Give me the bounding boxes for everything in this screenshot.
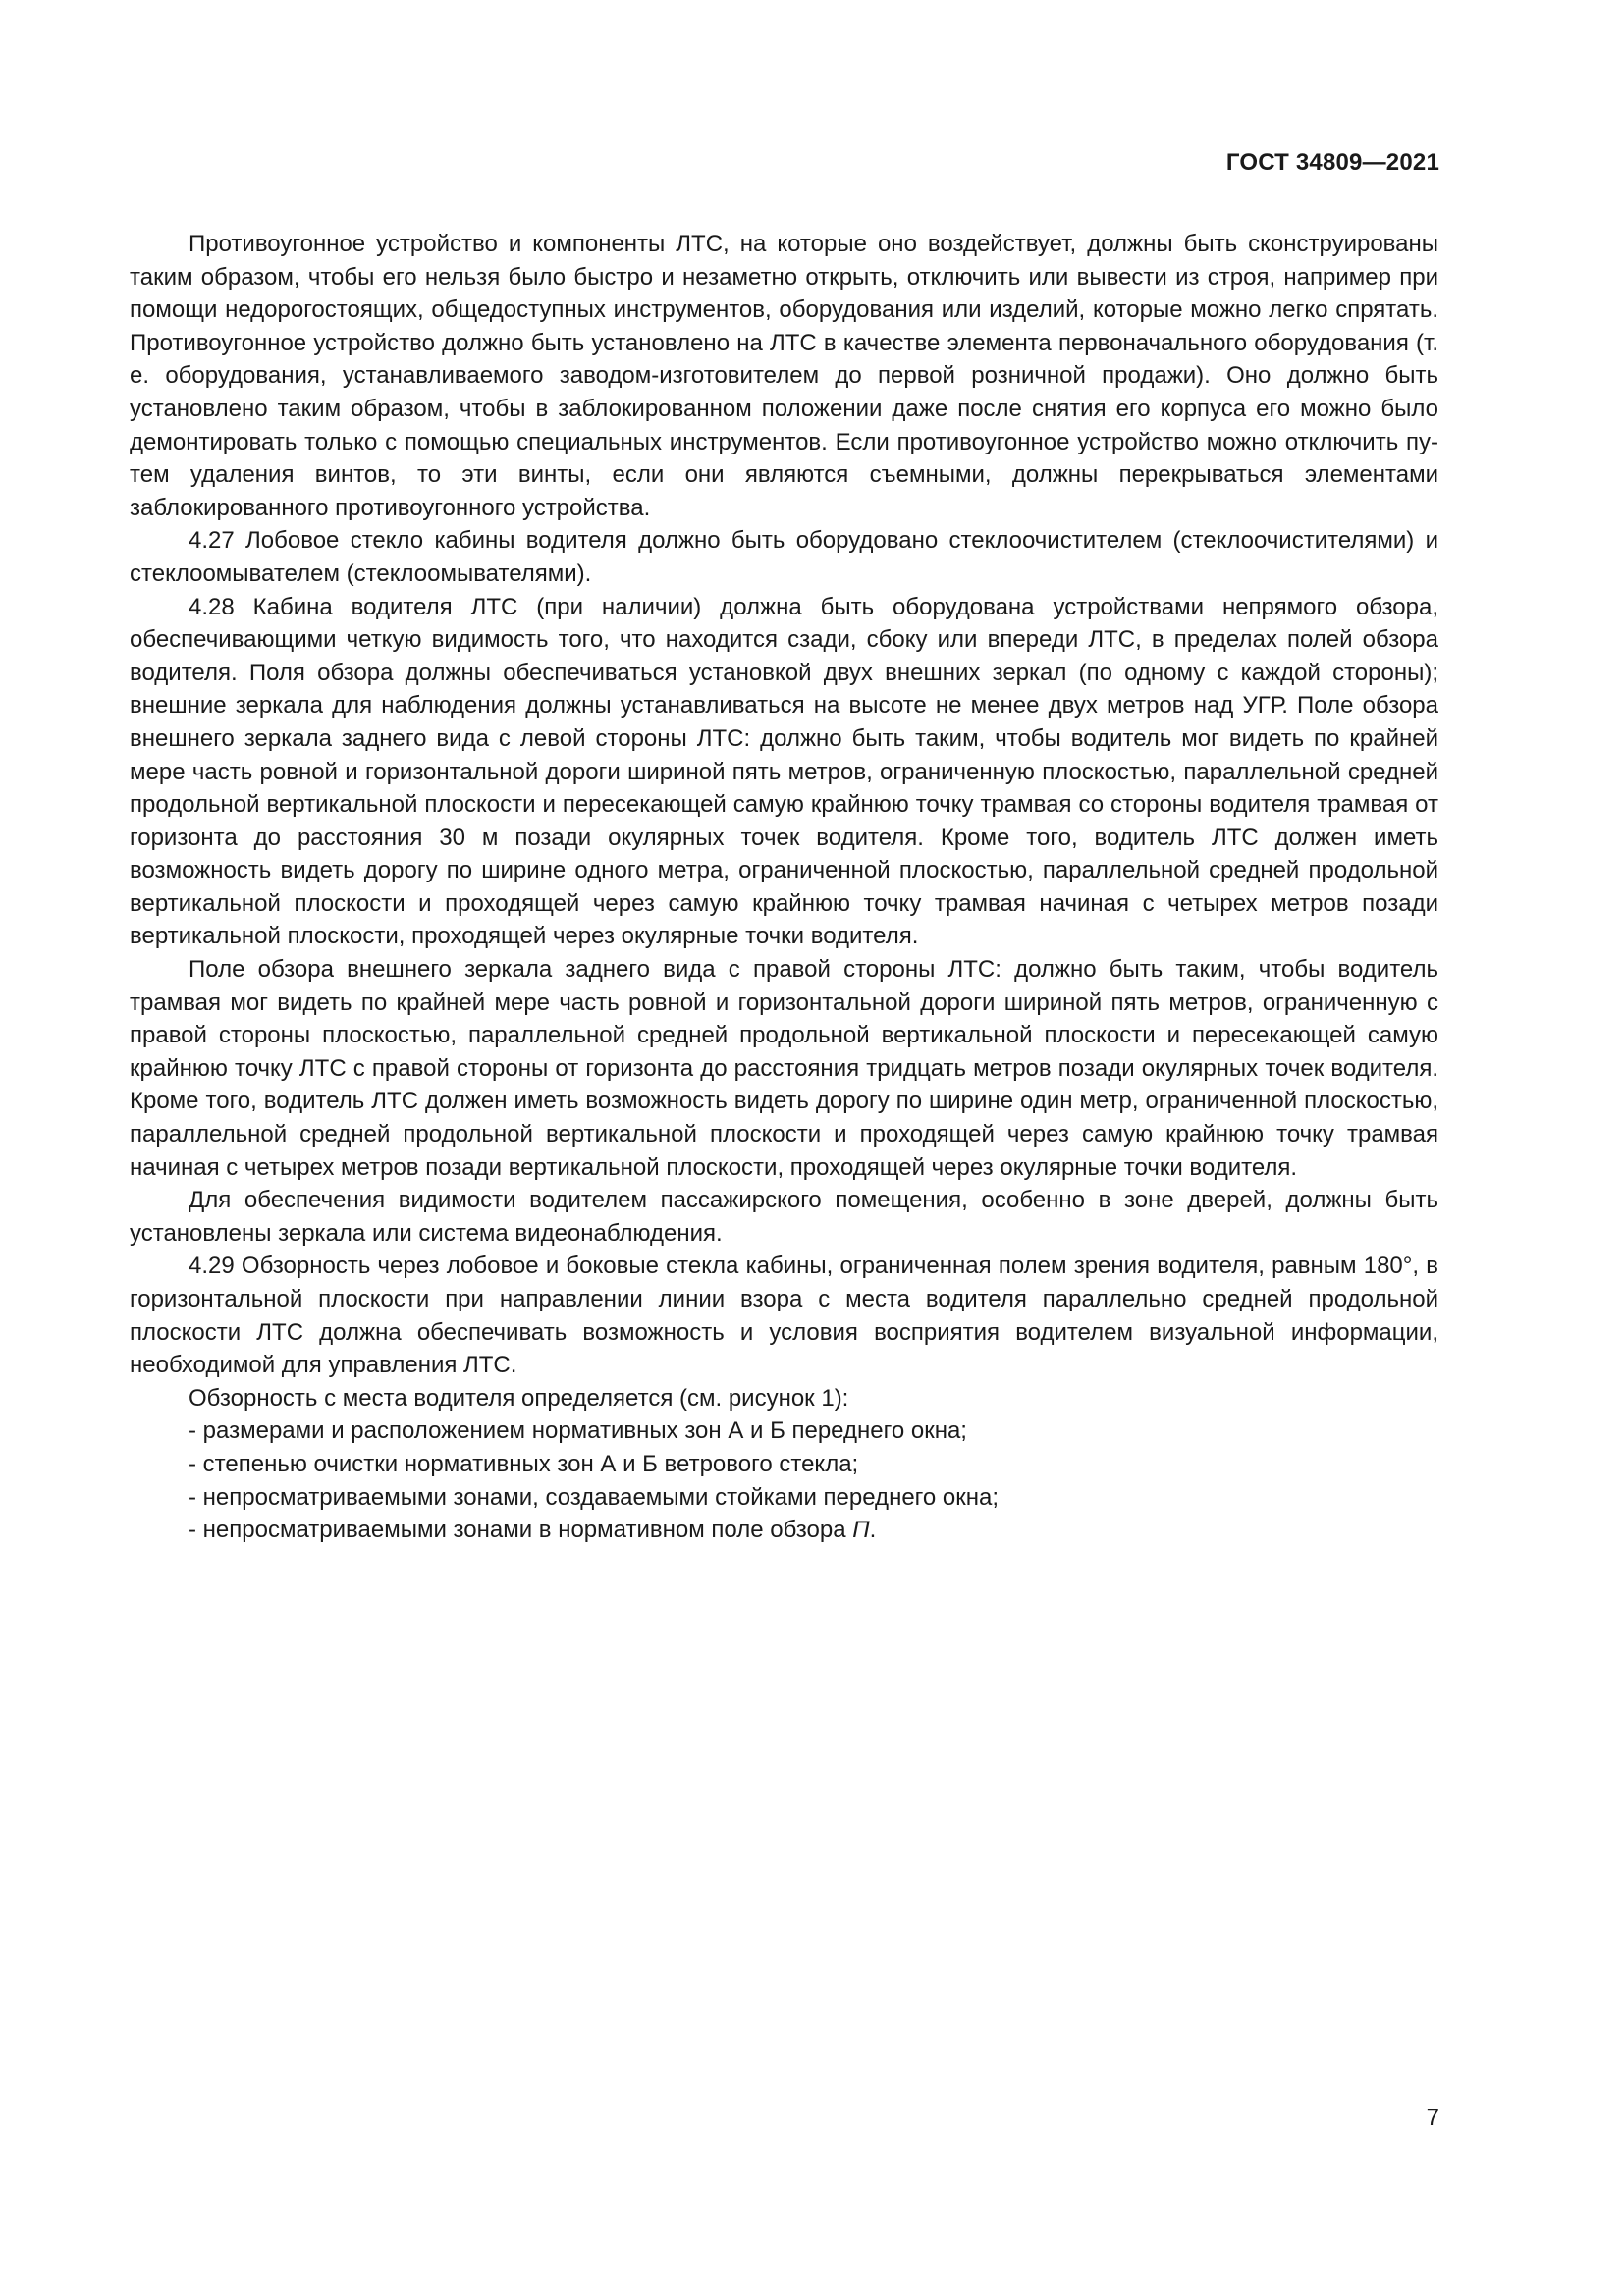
paragraph-anti-theft: Противоугонное устройство и компоненты ЛТС, на которые оно воздействует, должны быть сконструированы таким образом, чтобы его нельзя было быстро и незаметно открыть, отключить или вывести из строя, например при помощи недорогостоящих, общедоступных инструментов, оборудования или изделий, которые можно легко спрятать. Противоугонное устройство должно быть установлено на ЛТС в качестве элемента первоначального оборудования (т. е. оборудования, устанавливаемого заводом-изготовителем до первой розничной продажи). Оно должно быть установлено таким образом, чтобы в заблокированном положении даже после снятия его корпуса его можно было демонтировать только с помощью специальных инструментов. Если противоугонное устройство можно отключить путем удаления винтов, то эти винты, если они являются съемными, должны перекрываться элементами заблокированного противоугонного устройства. xyxy=(130,231,1438,521)
paragraph-visibility-intro: Обзорность с места водителя определяется (см. рисунок 1): xyxy=(189,1384,849,1412)
page-number: 7 xyxy=(1426,2105,1439,2131)
paragraph-4-29: 4.29 Обзорность через лобовое и боковые стекла кабины, ограниченная полем зрения водителя, равным 180°, в горизонтальной плоскости при направлении линии взора с места водителя параллельно средней продольной плоскости ЛТС должна обеспечивать возможность и условия восприятия водителем визуальной информации, необходимой для управления ЛТС. xyxy=(130,1253,1438,1379)
list-item-text: - непросматриваемыми зонами в нормативном поле обзора xyxy=(189,1517,853,1544)
visibility-criteria-list xyxy=(130,1415,1438,1546)
list-item: - степенью очистки нормативных зон А и Б ветрового стекла; xyxy=(189,1450,859,1477)
list-item-period: . xyxy=(869,1517,877,1544)
field-of-view-symbol: П xyxy=(852,1517,870,1544)
paragraph-4-28: 4.28 Кабина водителя ЛТС (при наличии) должна быть оборудована устройствами непрямого обзора, обеспечивающими четкую видимость того, что находится сзади, сбоку или впереди ЛТС, в пределах полей обзора водителя. Поля обзора должны обеспечиваться установкой двух внешних зеркал (по одному с каждой стороны); внешние зеркала для наблюдения должны устанавливаться на высоте не менее двух метров над УГР. Поле обзора внешнего зеркала заднего вида с левой стороны ЛТС: должно быть таким, чтобы водитель мог видеть по крайней мере часть ровной и горизонтальной дороги шириной пять метров, ограниченную плоскостью, параллельной средней продольной вертикальной плоскости и пересекающей самую крайнюю точку трамвая со стороны водителя трамвая от горизонта до расстояния 30 м позади окулярных точек водителя. Кроме того, водитель ЛТС должен иметь возможность видеть дорогу по ширине одного метра, ограниченной плоскостью, параллельной средней продольной вертикальной плоскости и проходящей через самую крайнюю точку трамвая начиная с четырех метров позади вертикальной плоскости, проходящей через окулярные точки водителя. xyxy=(130,593,1438,950)
document-id-header: ГОСТ 34809—2021 xyxy=(1225,149,1439,176)
list-item xyxy=(130,1514,1438,1547)
paragraph-right-mirror: Поле обзора внешнего зеркала заднего вида с правой стороны ЛТС: должно быть таким, чтобы водитель трамвая мог видеть по крайней мере часть ровной и горизонтальной дороги шириной пять метров, ограниченную с правой стороны плоскостью, параллельной средней продольной вертикальной плоскости и пересекающей самую крайнюю точку ЛТС с правой стороны от горизонта до расстояния тридцать метров позади окулярных точек водителя. Кроме того, водитель ЛТС должен иметь возможность видеть дорогу по ширине один метр, ограниченной плоскостью, параллельной средней продольной вертикальной плоскости и проходящей через самую крайнюю точку трамвая начиная с четырех метров позади вертикальной плоскости, проходящей через окулярные точки водителя. xyxy=(130,956,1438,1181)
paragraph-passenger-visibility: Для обеспечения видимости водителем пассажирского помещения, особенно в зоне дверей, должны быть установлены зеркала или система видеонаблюдения. xyxy=(130,1187,1438,1247)
list-item: - размерами и расположением нормативных зон А и Б переднего окна; xyxy=(189,1417,967,1445)
document-body xyxy=(130,228,1438,1547)
list-item: - непросматриваемыми зонами, создаваемыми стойками переднего окна; xyxy=(189,1483,1000,1511)
paragraph-4-27: 4.27 Лобовое стекло кабины водителя должно быть оборудовано стеклоочистителем (стеклоочистителями) и стеклоомывателем (стеклоомывателями). xyxy=(130,527,1438,587)
